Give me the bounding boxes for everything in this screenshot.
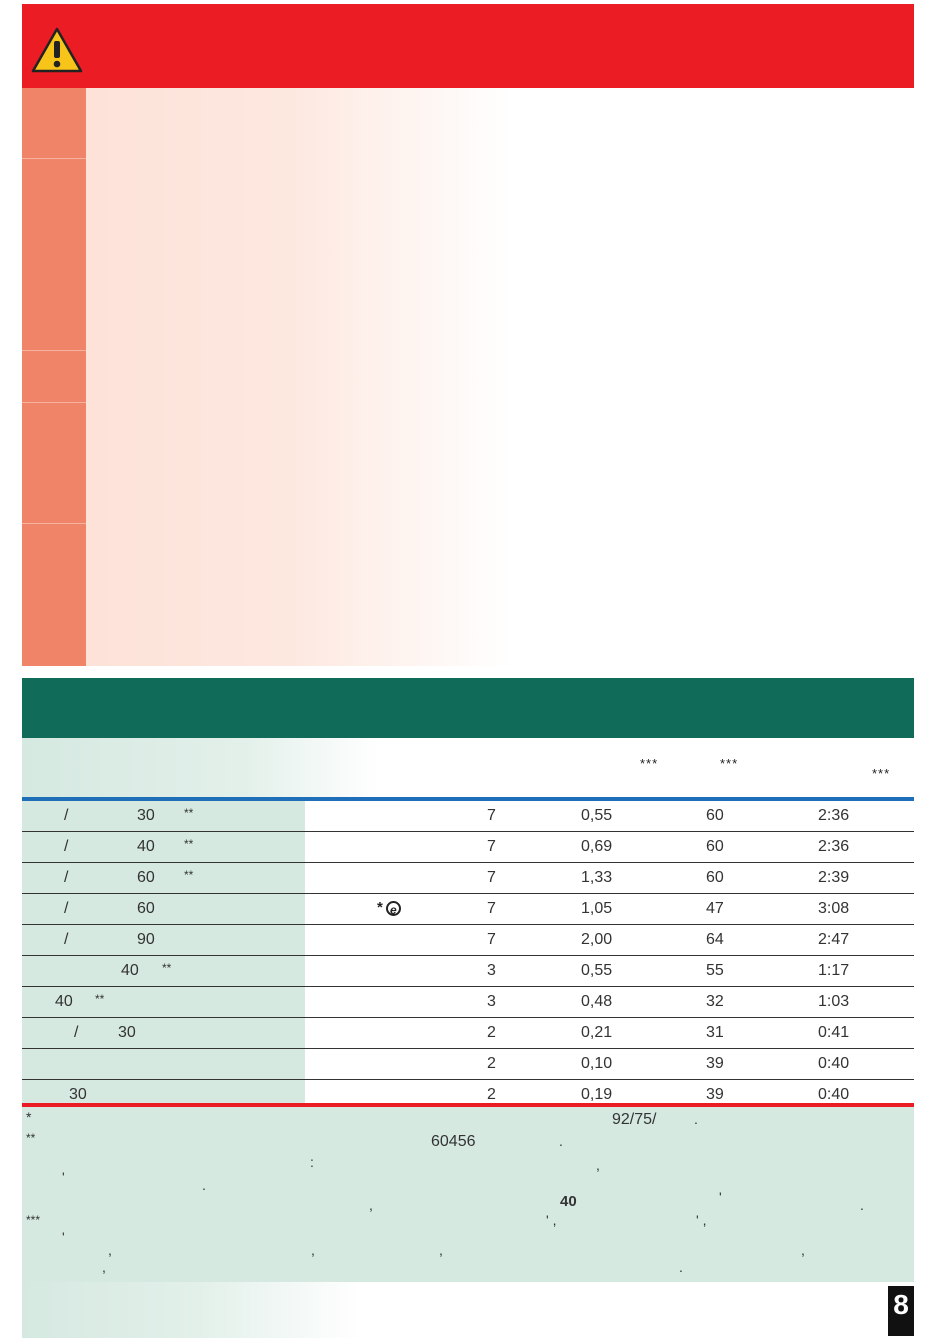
row-energy: 0,19 <box>581 1086 613 1103</box>
row-energy: 0,55 <box>581 807 613 824</box>
row-temp: 30 <box>118 1024 136 1041</box>
row-label-cell <box>22 801 305 831</box>
table-row <box>22 801 914 832</box>
row-label-cell <box>22 894 305 924</box>
table-row <box>22 863 914 894</box>
header-energy-mark: *** <box>640 756 659 771</box>
table-row <box>22 1018 914 1049</box>
footnote-text: ' , <box>546 1212 557 1228</box>
row-temp: 40 <box>55 993 73 1010</box>
program-table <box>22 801 914 1110</box>
row-mark: ** <box>162 961 172 975</box>
side-divider <box>22 402 86 403</box>
row-slash: / <box>64 869 69 886</box>
footnote-text: . <box>202 1177 206 1193</box>
row-water-temp: 55 <box>706 962 724 979</box>
side-divider <box>22 523 86 524</box>
row-water-temp: 64 <box>706 931 724 948</box>
row-label-cell <box>22 863 305 893</box>
row-water-temp: 60 <box>706 869 724 886</box>
footnote-text: , <box>108 1242 112 1258</box>
row-water-temp: 39 <box>706 1055 724 1072</box>
row-load: 7 <box>487 807 496 824</box>
row-temp: 30 <box>137 807 155 824</box>
footnote-text: : <box>310 1154 314 1170</box>
row-duration: 0:41 <box>818 1024 850 1041</box>
row-energy: 1,33 <box>581 869 613 886</box>
row-load: 2 <box>487 1086 496 1103</box>
row-slash: / <box>64 931 69 948</box>
footnote-bold: 40 <box>560 1193 577 1210</box>
row-energy: 0,21 <box>581 1024 613 1041</box>
row-energy: 0,69 <box>581 838 613 855</box>
row-label-cell <box>22 832 305 862</box>
eco-star: * <box>377 899 383 916</box>
row-water-temp: 60 <box>706 807 724 824</box>
row-slash: / <box>64 807 69 824</box>
row-energy: 1,05 <box>581 900 613 917</box>
footnote-text: ' , <box>696 1212 707 1228</box>
footnote-mark: *** <box>26 1213 41 1227</box>
bottom-band <box>22 1282 914 1338</box>
table-row <box>22 894 914 925</box>
row-mark: ** <box>95 992 105 1006</box>
footnote-text: , <box>439 1242 443 1258</box>
footnote-text: ' <box>62 1169 65 1185</box>
row-water-temp: 47 <box>706 900 724 917</box>
warning-header-bar <box>22 4 914 88</box>
warning-triangle-icon <box>30 26 84 74</box>
footnote-text: . <box>860 1197 864 1213</box>
row-water-temp: 31 <box>706 1024 724 1041</box>
table-column-header <box>22 738 914 798</box>
row-duration: 3:08 <box>818 900 850 917</box>
page-number: 8 <box>888 1286 914 1336</box>
row-label-cell <box>22 925 305 955</box>
footnote-text: , <box>102 1259 106 1275</box>
row-load: 7 <box>487 838 496 855</box>
row-water-temp: 32 <box>706 993 724 1010</box>
footnote-text: . <box>679 1259 683 1275</box>
row-mark: ** <box>184 868 194 882</box>
row-slash: / <box>74 1024 79 1041</box>
row-load: 7 <box>487 900 496 917</box>
row-label-cell <box>22 1049 305 1079</box>
row-load: 3 <box>487 962 496 979</box>
footnote-text: , <box>369 1197 373 1213</box>
row-duration: 0:40 <box>818 1055 850 1072</box>
row-label-cell <box>22 987 305 1017</box>
table-row <box>22 832 914 863</box>
row-duration: 2:36 <box>818 838 850 855</box>
row-duration: 2:36 <box>818 807 850 824</box>
side-divider <box>22 350 86 351</box>
row-label-cell <box>22 956 305 986</box>
row-load: 3 <box>487 993 496 1010</box>
footnote-mark: * <box>26 1109 32 1125</box>
row-temp: 40 <box>137 838 155 855</box>
row-duration: 1:17 <box>818 962 850 979</box>
row-load: 2 <box>487 1024 496 1041</box>
footnote-text: ' <box>719 1189 722 1205</box>
row-duration: 2:39 <box>818 869 850 886</box>
row-water-temp: 39 <box>706 1086 724 1103</box>
eco-label <box>377 899 401 916</box>
row-energy: 0,10 <box>581 1055 613 1072</box>
row-water-temp: 60 <box>706 838 724 855</box>
energy-label-icon: e <box>386 901 401 916</box>
header-temp-mark: *** <box>720 756 739 771</box>
row-energy: 0,48 <box>581 993 613 1010</box>
row-energy: 2,00 <box>581 931 613 948</box>
table-row <box>22 1049 914 1080</box>
row-load: 7 <box>487 931 496 948</box>
side-divider <box>22 158 86 159</box>
footnote-ref: 92/75/ <box>612 1111 657 1128</box>
row-temp: 40 <box>121 962 139 979</box>
table-row <box>22 987 914 1018</box>
row-temp: 60 <box>137 869 155 886</box>
table-row <box>22 925 914 956</box>
warning-side-column <box>22 88 86 666</box>
row-temp: 30 <box>69 1086 87 1103</box>
footnote-text: ' <box>62 1229 65 1245</box>
row-load: 7 <box>487 869 496 886</box>
header-time-mark: *** <box>872 766 891 781</box>
row-duration: 0:40 <box>818 1086 850 1103</box>
footnote-text: , <box>596 1157 600 1173</box>
row-duration: 1:03 <box>818 993 850 1010</box>
warning-body <box>22 88 914 666</box>
footnote-text: . <box>694 1111 698 1127</box>
table-title-bar <box>22 678 914 738</box>
footnote-mark: ** <box>26 1131 36 1145</box>
footnote-ref: 60456 <box>431 1133 476 1150</box>
row-mark: ** <box>184 837 194 851</box>
row-temp: 90 <box>137 931 155 948</box>
row-energy: 0,55 <box>581 962 613 979</box>
row-slash: / <box>64 900 69 917</box>
table-row <box>22 956 914 987</box>
row-temp: 60 <box>137 900 155 917</box>
row-slash: / <box>64 838 69 855</box>
footnotes <box>22 1107 914 1282</box>
row-duration: 2:47 <box>818 931 850 948</box>
footnote-text: , <box>311 1242 315 1258</box>
row-mark: ** <box>184 806 194 820</box>
footnote-text: . <box>559 1133 563 1149</box>
footnote-text: , <box>801 1242 805 1258</box>
row-load: 2 <box>487 1055 496 1072</box>
row-label-cell <box>22 1018 305 1048</box>
